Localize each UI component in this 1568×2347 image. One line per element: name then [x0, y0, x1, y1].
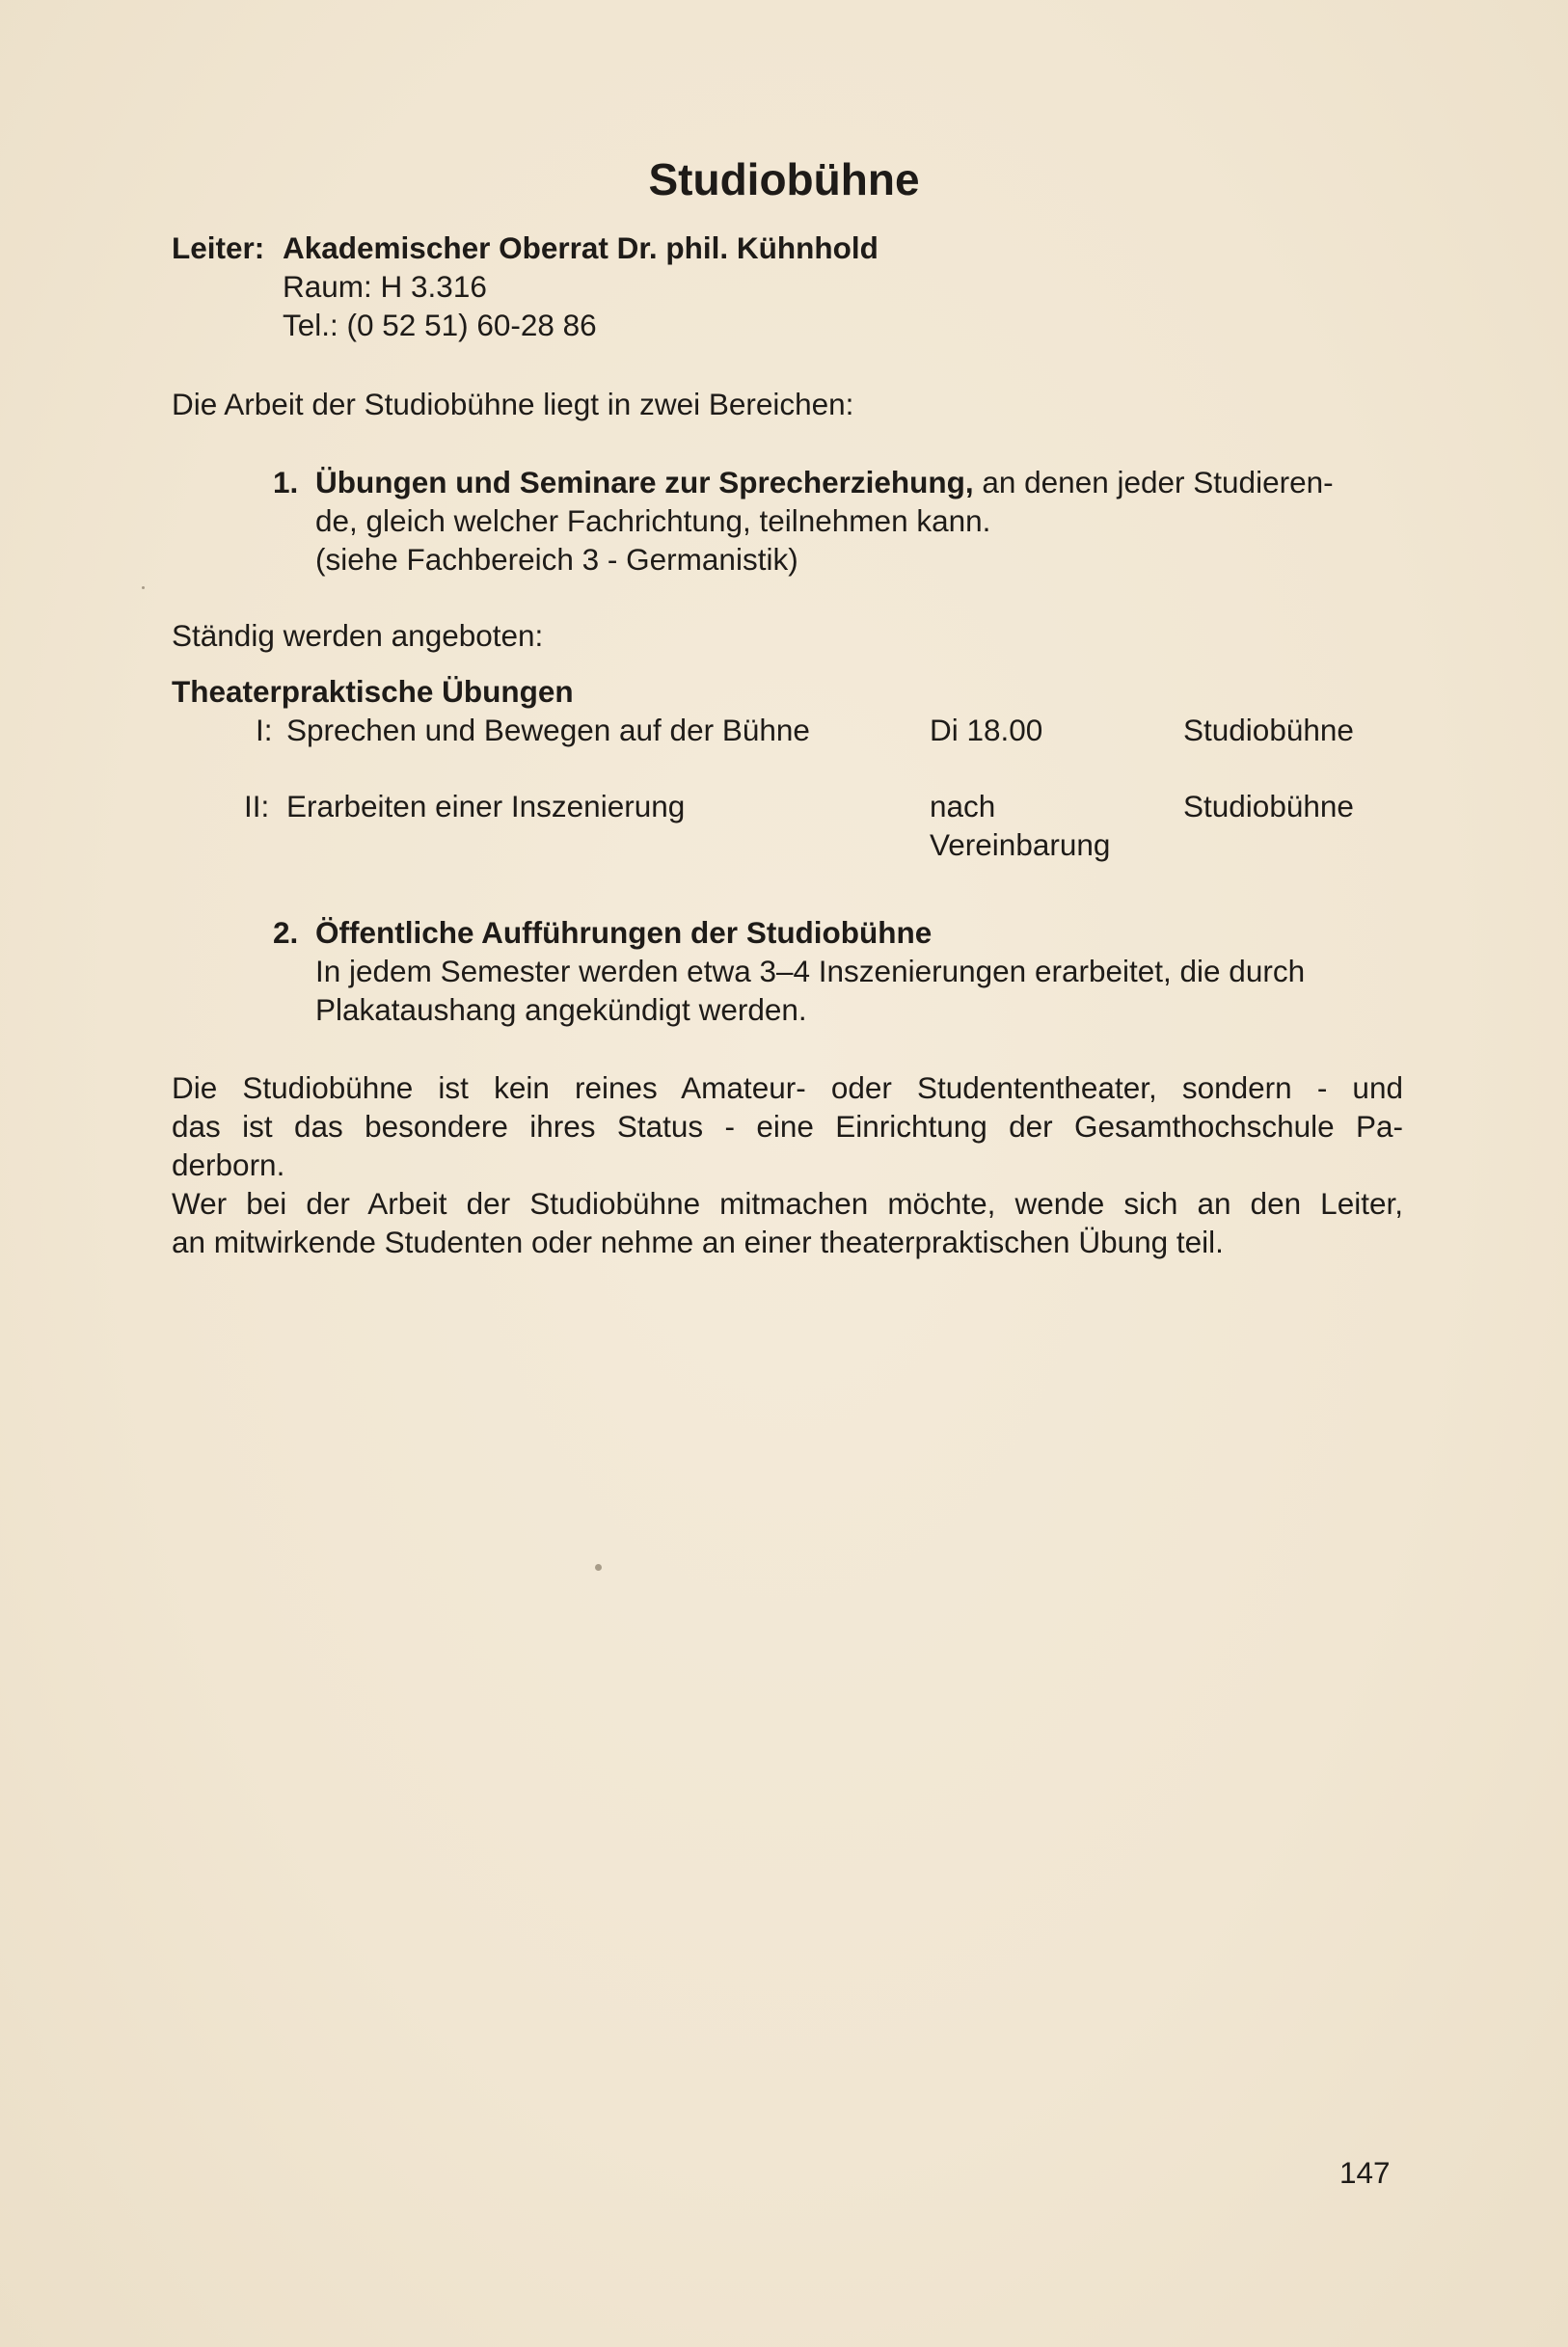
course-heading: Theaterpraktische Übungen: [172, 674, 574, 709]
page-title: Studiobühne: [648, 154, 920, 204]
course-2-title: Erarbeiten einer Inszenierung: [286, 789, 686, 823]
closing-paragraph: [172, 1068, 1403, 1261]
leiter-tel: Tel.: (0 52 51) 60-28 86: [283, 308, 597, 342]
offered-label: Ständig werden angeboten:: [172, 618, 544, 653]
course-2-time-1: nach: [930, 789, 996, 823]
section1-text-3: (siehe Fachbereich 3 - Germanistik): [315, 542, 798, 577]
section1-text-2: de, gleich welcher Fachrichtung, teilnehmen kann.: [315, 503, 991, 538]
course-2-time-2: Vereinbarung: [930, 827, 1111, 862]
course-1-title: Sprechen und Bewegen auf der Bühne: [286, 713, 810, 747]
section2-number: 2.: [273, 915, 299, 950]
leiter-label: Leiter:: [172, 230, 265, 265]
section1-line1: [315, 463, 1334, 501]
page-number: 147: [1339, 2155, 1391, 2190]
paper-speck: [142, 586, 145, 589]
closing-line-4: Wer bei der Arbeit der Studiobühne mitmachen möchte, wende sich an den Leiter,: [172, 1186, 1403, 1221]
course-1-number: I:: [256, 713, 273, 747]
closing-line-1: Die Studiobühne ist kein reines Amateur- oder Studententheater, sondern - und: [172, 1070, 1403, 1105]
section2-text-2: Plakataushang angekündigt werden.: [315, 992, 807, 1027]
section2-text-1: In jedem Semester werden etwa 3–4 Inszenierungen erarbeitet, die durch: [315, 954, 1306, 988]
course-2-number: II:: [244, 789, 270, 823]
leiter-raum: Raum: H 3.316: [283, 269, 487, 304]
leiter-name: Akademischer Oberrat Dr. phil. Kühnhold: [283, 230, 879, 265]
section1-text-1: an denen jeder Studieren-: [973, 465, 1334, 499]
course-1-place: Studiobühne: [1183, 713, 1354, 747]
course-2-place: Studiobühne: [1183, 789, 1354, 823]
closing-line-2: das ist das besondere ihres Status - eine Einrichtung der Gesamthochschule Pa-: [172, 1109, 1403, 1144]
course-1-time: Di 18.00: [930, 713, 1043, 747]
paper-speck: [595, 1564, 602, 1571]
section1-heading: Übungen und Seminare zur Sprecherziehung,: [315, 465, 974, 499]
closing-line-5: an mitwirkende Studenten oder nehme an einer theaterpraktischen Übung teil.: [172, 1225, 1224, 1259]
section2-heading: Öffentliche Aufführungen der Studiobühne: [315, 915, 933, 950]
closing-line-3: derborn.: [172, 1147, 285, 1182]
intro-text: Die Arbeit der Studiobühne liegt in zwei Bereichen:: [172, 387, 854, 421]
section1-number: 1.: [273, 465, 299, 499]
